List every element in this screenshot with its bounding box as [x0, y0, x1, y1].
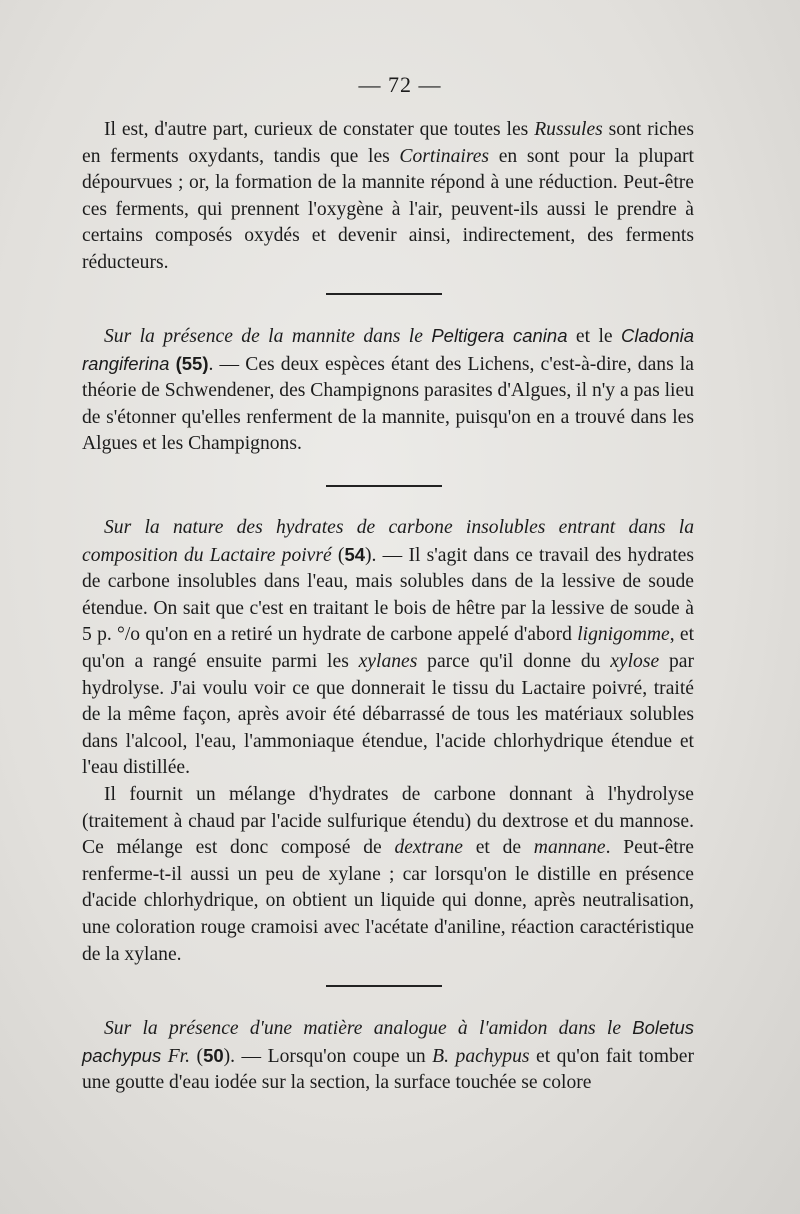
reference-number: 54 — [344, 543, 366, 565]
paragraph-boletus: Sur la présence d'une matière analogue à l'amidon dans le Boletus pachypus Fr. (50). — Lorsqu'on coupe un B. pachypus et qu'on fait tomber une goutte d'eau iodée sur la section, la surface touchée se colore — [82, 1017, 694, 1094]
term-b-pachypus: B. pachypus — [432, 1045, 530, 1067]
term-mannane: mannane — [533, 837, 606, 859]
section-divider — [326, 293, 442, 295]
page-number: — 72 — — [358, 72, 442, 97]
species-boletus: Boletus pachypus — [82, 1017, 694, 1066]
section-divider — [326, 485, 442, 487]
reference-number: 50 — [203, 1044, 224, 1066]
species-cladonia: Cladonia rangiferina — [82, 325, 695, 374]
paragraph-melange: Il fournit un mélange d'hydrates de carbone donnant à l'hydrolyse (traitement à chaud par l'acide sulfurique étendu) du dextrose et du mannose. Ce mélange est donc composé de dextrane et de mannane. Peut-être renferme-t-il aussi un peu de xylane ; car lorsqu'on le distille en présence d'acide chlorhydrique, on obtient un liquide qui donne, après neutralisation, une coloration rouge cramoisi avec l'acétate d'aniline, réaction caractéristique de la xylane. — [82, 783, 694, 965]
paragraph-russules: Il est, d'autre part, curieux de constater que toutes les Russules sont riches en ferments oxydants, tandis que les Cortinaires en sont pour la plupart dépourvues ; or, la formation de la mannite répond à une réduction. Peut-être ces ferments, qui prennent l'oxygène à l'air, peuvent-ils aussi le prendre à certains composés oxydés et devenir ainsi, indirectement, des ferments réducteurs. — [82, 119, 694, 273]
section-divider — [326, 985, 442, 987]
term-lignigomme: lignigomme — [577, 624, 670, 646]
reference-number: (55) — [175, 352, 209, 374]
term-dextrane: dextrane — [394, 837, 463, 859]
section-title: Sur la présence de la mannite dans le — [104, 326, 432, 347]
term-xylose: xylose — [610, 650, 660, 672]
paragraph-hydrates-carbone: Sur la nature des hydrates de carbone insolubles entrant dans la composition du Lactaire poivré (54). — Il s'agit dans ce travail des hydrates de carbone insolubles dans l'eau, mais solubles dans de la lessive de soude étendue. On sait que c'est en traitant le bois de hêtre par la lessive de soude à 5 p. °/o qu'on en a retiré un hydrate de carbone appelé d'abord lignigomme, et qu'on a rangé ensuite parmi les xylanes parce qu'il donne du xylose par hydrolyse. J'ai voulu voir ce que donnerait le tissu du Lactaire poivré, traité de la même façon, après avoir été débarrassé de tous les matériaux solubles dans l'alcool, l'eau, l'ammoniaque étendue, l'acide chlorhydrique étendue et l'eau distillée. Il fournit un mélange d'hydrates de carbone donnant à l'hydrolyse (traitement à chaud par l'acide sulfurique étendu) du dextrose et du mannose. Ce mélange est donc composé de dextrane et de mannane. Peut-être renferme-t-il aussi un peu de xylane ; car lorsqu'on le distille en présence d'acide chlorhydrique, on obtient un liquide qui donne, après neutralisation, une coloration rouge cramoisi avec l'acétate d'aniline, réaction caractéristique de la xylane. — [82, 515, 694, 968]
term-russules: Russules — [534, 119, 603, 140]
paragraph-mannite-lichens: Sur la présence de la mannite dans le Peltigera canina et le Cladonia rangiferina (55). — Ces deux espèces étant des Lichens, c'est-à-dire, dans la théorie de Schwendener, des Champignons parasites d'Algues, il n'y a pas lieu de s'étonner qu'elles renferment de la mannite, puisqu'on en a trouvé dans les Algues et les Champignons. — [82, 325, 695, 455]
term-xylanes: xylanes — [358, 650, 418, 672]
section-title: Sur la présence d'une matière analogue à l'amidon dans le — [104, 1018, 633, 1039]
term-cortinaires: Cortinaires — [399, 145, 490, 167]
species-peltigera: Peltigera canina — [431, 325, 568, 346]
section-title: Sur la nature des hydrates de carbone insolubles entrant dans la composition du Lactaire poivré — [82, 517, 694, 566]
